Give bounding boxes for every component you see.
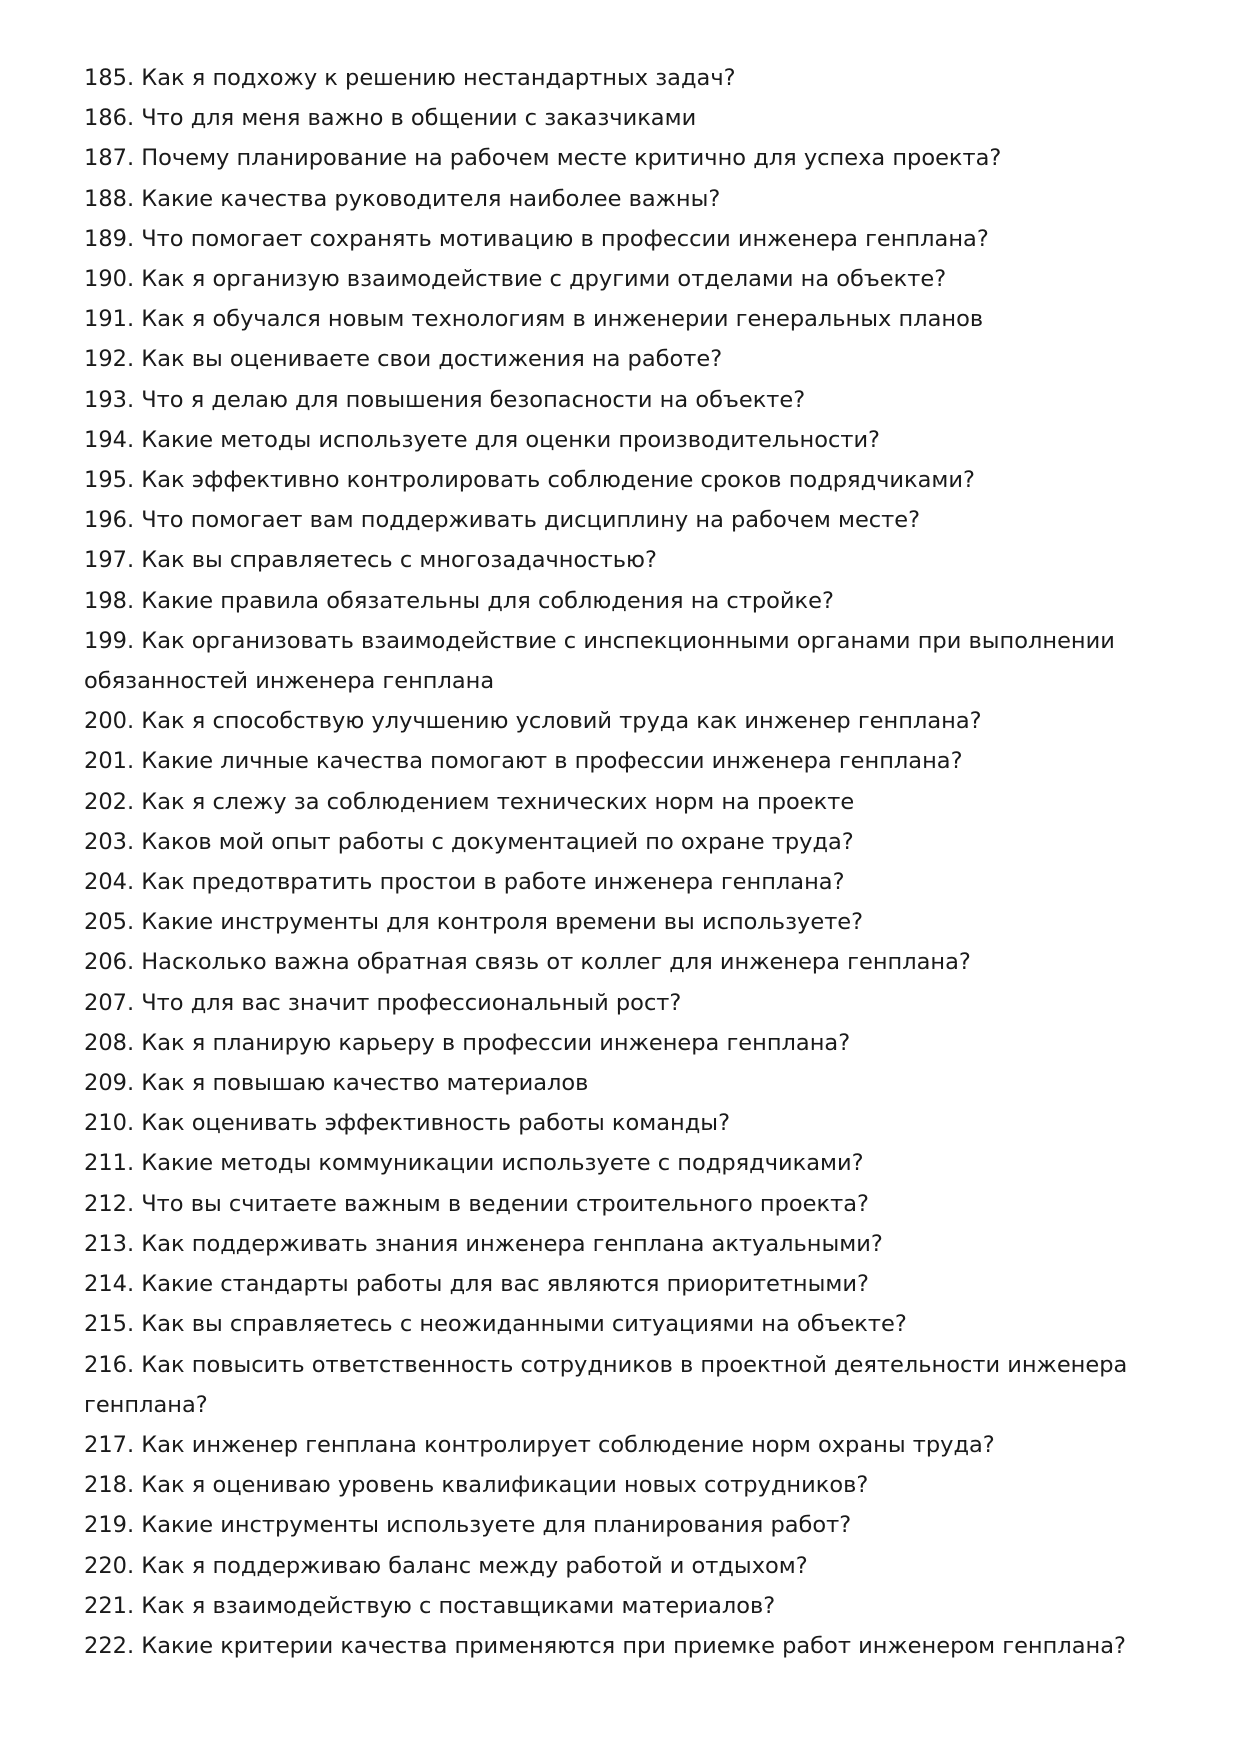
list-item: 185. Как я подхожу к решению нестандартных задач? (84, 65, 736, 91)
list-item: 213. Как поддерживать знания инженера генплана актуальными? (84, 1230, 883, 1257)
list-item: 210. Как оценивать эффективность работы команды? (84, 1110, 731, 1137)
list-item: 217. Как инженер генплана контролирует соблюдение норм охраны труда? (84, 1431, 995, 1458)
list-item: 192. Как вы оцениваете свои достижения на работе? (84, 346, 723, 373)
list-item: 196. Что помогает вам поддерживать дисциплину на рабочем месте? (84, 507, 921, 534)
question-list (84, 58, 1164, 1666)
list-item: 197. Как вы справляетесь с многозадачностью? (84, 547, 657, 574)
list-item: 190. Как я организую взаимодействие с другими отделами на объекте? (84, 266, 947, 293)
list-item: 212. Что вы считаете важным в ведении строительного проекта? (84, 1190, 869, 1217)
list-item: 186. Что для меня важно в общении с заказчиками (84, 105, 697, 132)
list-item: 204. Как предотвратить простои в работе инженера генплана? (84, 869, 845, 896)
list-item: 216. Как повысить ответственность сотрудников в проектной деятельности инженера генплана? (84, 1351, 1128, 1418)
list-item: 208. Как я планирую карьеру в профессии инженера генплана? (84, 1029, 851, 1056)
list-item: 193. Что я делаю для повышения безопасности на объекте? (84, 386, 806, 413)
list-item: 207. Что для вас значит профессиональный рост? (84, 989, 682, 1016)
list-item: 200. Как я способствую улучшению условий труда как инженер генплана? (84, 708, 982, 735)
list-item: 189. Что помогает сохранять мотивацию в профессии инженера генплана? (84, 225, 989, 252)
list-item: 194. Какие методы используете для оценки производительности? (84, 426, 881, 453)
list-item: 220. Как я поддерживаю баланс между работой и отдыхом? (84, 1552, 808, 1579)
list-item: 188. Какие качества руководителя наиболее важны? (84, 185, 721, 212)
list-item: 215. Как вы справляетесь с неожиданными ситуациями на объекте? (84, 1311, 907, 1338)
list-item: 219. Какие инструменты используете для планирования работ? (84, 1512, 852, 1539)
list-item: 201. Какие личные качества помогают в профессии инженера генплана? (84, 748, 963, 775)
list-item: 191. Как я обучался новым технологиям в инженерии генеральных планов (84, 306, 984, 333)
list-item: 198. Какие правила обязательны для соблюдения на стройке? (84, 587, 834, 614)
document-page (84, 58, 1164, 1666)
list-item: 222. Какие критерии качества применяются при приемке работ инженером генплана? (84, 1632, 1126, 1659)
list-item: 206. Насколько важна обратная связь от коллег для инженера генплана? (84, 949, 971, 976)
list-item: 203. Каков мой опыт работы с документацией по охране труда? (84, 828, 854, 855)
list-item: 205. Какие инструменты для контроля времени вы используете? (84, 909, 864, 936)
list-item: 187. Почему планирование на рабочем месте критично для успеха проекта? (84, 145, 1002, 172)
list-item: 218. Как я оцениваю уровень квалификации новых сотрудников? (84, 1472, 869, 1499)
list-item: 221. Как я взаимодействую с поставщиками материалов? (84, 1592, 776, 1619)
list-item: 211. Какие методы коммуникации используете с подрядчиками? (84, 1150, 864, 1177)
list-item: 209. Как я повышаю качество материалов (84, 1070, 589, 1097)
list-item: 199. Как организовать взаимодействие с инспекционными органами при выполнении обязанностей инженера генплана (84, 627, 1115, 695)
list-item: 202. Как я слежу за соблюдением технических норм на проекте (84, 788, 855, 815)
list-item: 195. Как эффективно контролировать соблюдение сроков подрядчиками? (84, 467, 975, 494)
list-item: 214. Какие стандарты работы для вас являются приоритетными? (84, 1271, 869, 1298)
